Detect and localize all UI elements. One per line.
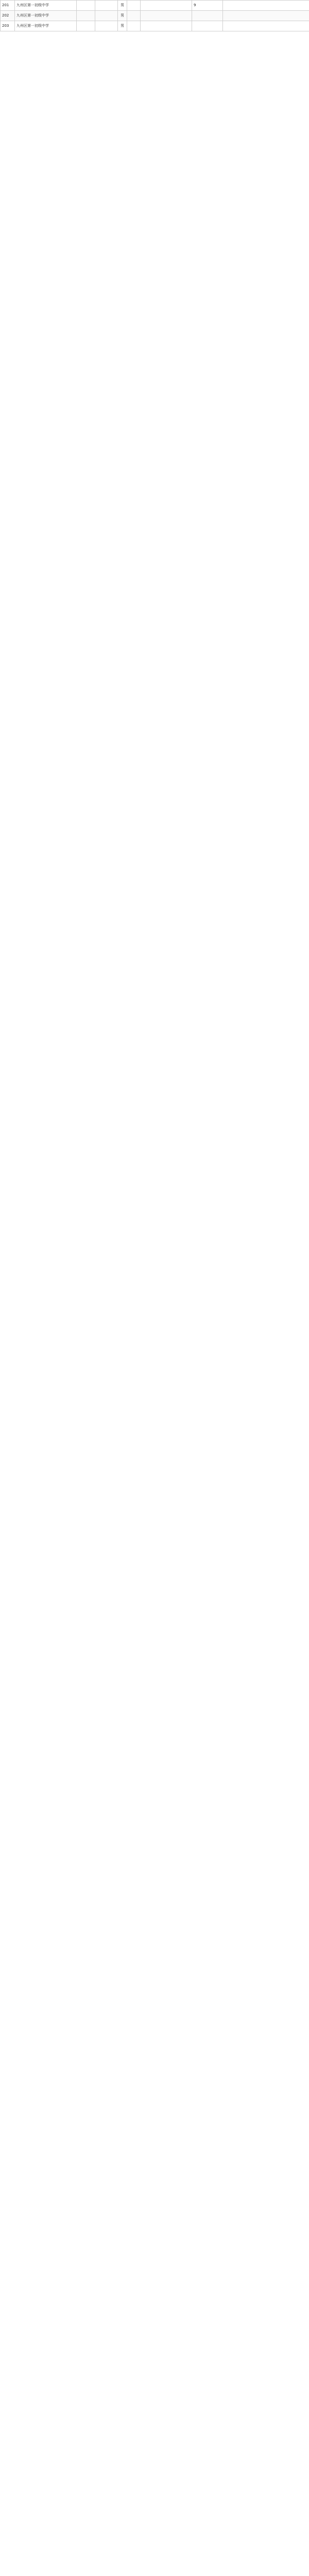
row-index: 203 (1, 21, 15, 31)
student-id-cell (141, 11, 192, 21)
grade-cell (192, 11, 223, 21)
sex-cell: 男 (118, 11, 127, 21)
school-cell: 九州区第一初级中学 (15, 1, 77, 11)
school-cell: 九州区第一初级中学 (15, 11, 77, 21)
grade-cell (192, 21, 223, 31)
school-cell: 九州区第一初级中学 (15, 21, 77, 31)
student-name-cell (95, 11, 118, 21)
grade-cell: 9 (192, 1, 223, 11)
roster-sheet (0, 0, 309, 31)
table-row (1, 11, 309, 21)
note-cell (223, 21, 309, 31)
student-id-cell (141, 21, 192, 31)
row-index: 201 (1, 1, 15, 11)
sex-cell: 男 (118, 21, 127, 31)
roster-table (0, 0, 309, 31)
roster-body (1, 1, 309, 31)
student-name-cell (95, 1, 118, 11)
table-row (1, 21, 309, 31)
blank-cell (77, 21, 95, 31)
note-cell (223, 11, 309, 21)
note-cell (223, 1, 309, 11)
student-id-cell (141, 1, 192, 11)
blank-cell (77, 11, 95, 21)
blank-cell (127, 11, 141, 21)
table-row (1, 1, 309, 11)
sex-cell: 男 (118, 1, 127, 11)
row-index: 202 (1, 11, 15, 21)
blank-cell (127, 1, 141, 11)
blank-cell (127, 21, 141, 31)
blank-cell (77, 1, 95, 11)
student-name-cell (95, 21, 118, 31)
